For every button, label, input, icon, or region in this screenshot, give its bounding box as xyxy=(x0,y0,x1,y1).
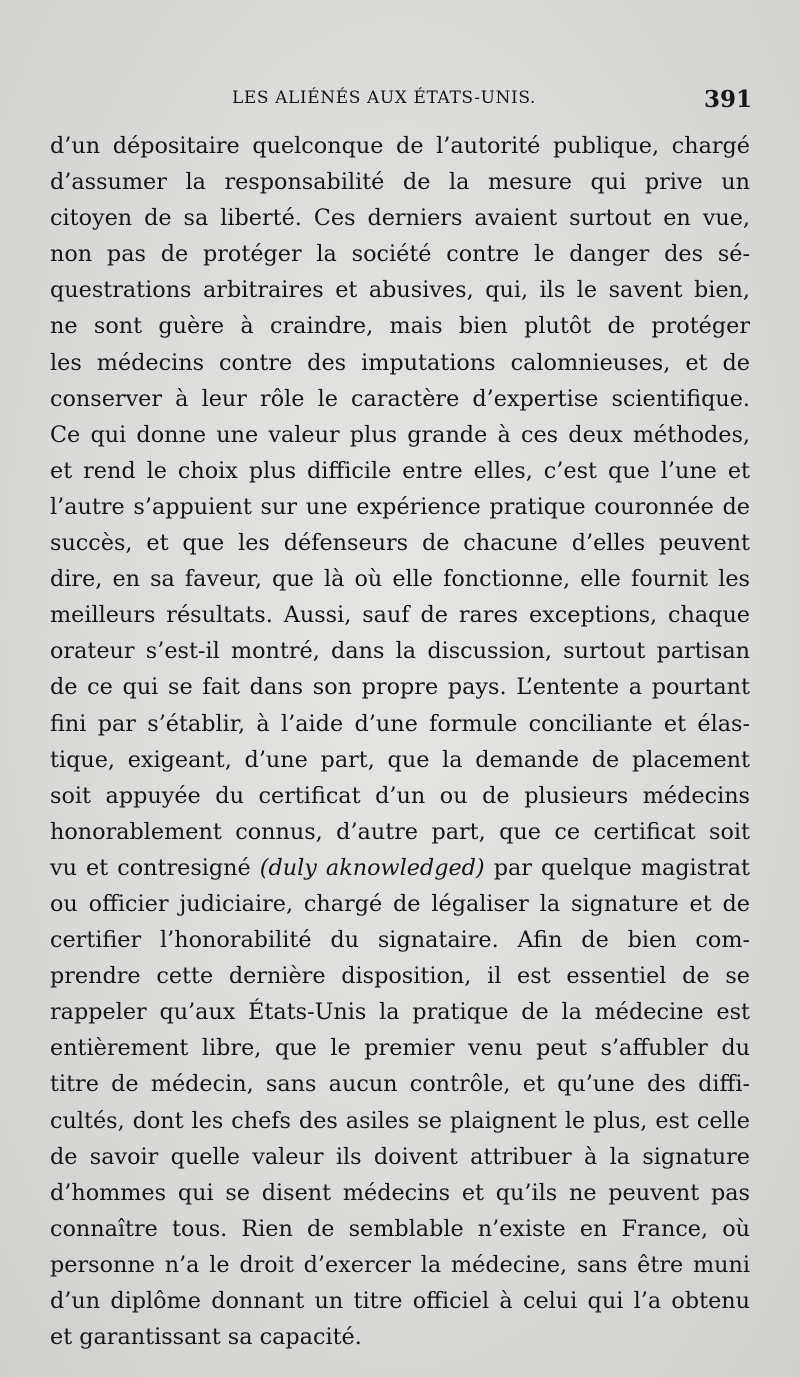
text-line: ne sont guère à craindre, mais bien plutôt de protéger xyxy=(50,313,750,340)
text-line: d’assumer la responsabilité de la mesure qui prive un xyxy=(50,169,750,196)
page-number: 391 xyxy=(703,86,752,113)
text-line: d’hommes qui se disent médecins et qu’ils ne peuvent pas xyxy=(50,1179,750,1206)
text-line: conserver à leur rôle le caractère d’expertise scientifique. xyxy=(50,385,750,412)
text-line-last: et garantissant sa capacité. xyxy=(50,1324,362,1351)
text-line: dire, en sa faveur, que là où elle fonctionne, elle fournit les xyxy=(50,566,750,593)
body-text xyxy=(50,128,750,1355)
text-line: de savoir quelle valeur ils doivent attribuer à la signature xyxy=(50,1143,750,1170)
text-line: prendre cette dernière disposition, il est essentiel de se xyxy=(50,963,750,990)
text-line: personne n’a le droit d’exercer la médecine, sans être muni xyxy=(50,1251,750,1278)
text-line: entièrement libre, que le premier venu peut s’affubler du xyxy=(50,1035,750,1062)
text-line: d’un diplôme donnant un titre officiel à celui qui l’a obtenu xyxy=(50,1288,750,1314)
text-line: questrations arbitraires et abusives, qui, ils le savent bien, xyxy=(50,277,750,304)
text-segment: vu et contresigné xyxy=(50,854,251,881)
text-line: l’autre s’appuient sur une expérience pratique couronnée de xyxy=(50,493,750,520)
text-line: succès, et que les défenseurs de chacune d’elles peuvent xyxy=(50,530,750,557)
text-line: certifier l’honorabilité du signataire. Afin de bien com- xyxy=(50,927,750,954)
text-line: connaître tous. Rien de semblable n’existe en France, où xyxy=(50,1215,750,1242)
text-line: honorablement connus, d’autre part, que ce certificat soit xyxy=(50,818,750,845)
text-line xyxy=(50,850,750,886)
text-line: d’un dépositaire quelconque de l’autorité publique, chargé xyxy=(50,133,750,159)
text-line: ou officier judiciaire, chargé de légaliser la signature et de xyxy=(50,890,750,917)
text-line: Ce qui donne une valeur plus grande à ces deux méthodes, xyxy=(50,421,750,448)
text-line: non pas de protéger la société contre le danger des sé- xyxy=(50,241,750,268)
text-line: tique, exigeant, d’une part, que la demande de placement xyxy=(50,746,750,773)
text-line: de ce qui se fait dans son propre pays. L’entente a pourtant xyxy=(50,674,750,701)
text-line: orateur s’est-il montré, dans la discussion, surtout partisan xyxy=(50,638,750,665)
text-line: fini par s’établir, à l’aide d’une formule conciliante et élas- xyxy=(50,710,750,737)
text-line: et rend le choix plus difficile entre elles, c’est que l’une et xyxy=(50,457,750,484)
text-line: meilleurs résultats. Aussi, sauf de rares exceptions, chaque xyxy=(50,602,750,629)
text-line: soit appuyée du certificat d’un ou de plusieurs médecins xyxy=(50,782,750,809)
italic-phrase: (duly aknowledged) xyxy=(259,854,485,881)
text-line: cultés, dont les chefs des asiles se plaignent le plus, est celle xyxy=(50,1107,750,1134)
page-header xyxy=(50,84,762,124)
text-segment: par quelque magistrat xyxy=(493,854,750,881)
text-line: titre de médecin, sans aucun contrôle, et qu’une des diffi- xyxy=(50,1071,750,1098)
running-head: LES ALIÉNÉS AUX ÉTATS-UNIS. xyxy=(232,88,536,108)
text-line: rappeler qu’aux États-Unis la pratique de la médecine est xyxy=(50,999,750,1026)
text-line: citoyen de sa liberté. Ces derniers avaient surtout en vue, xyxy=(50,205,750,232)
text-line: les médecins contre des imputations calomnieuses, et de xyxy=(50,349,750,376)
